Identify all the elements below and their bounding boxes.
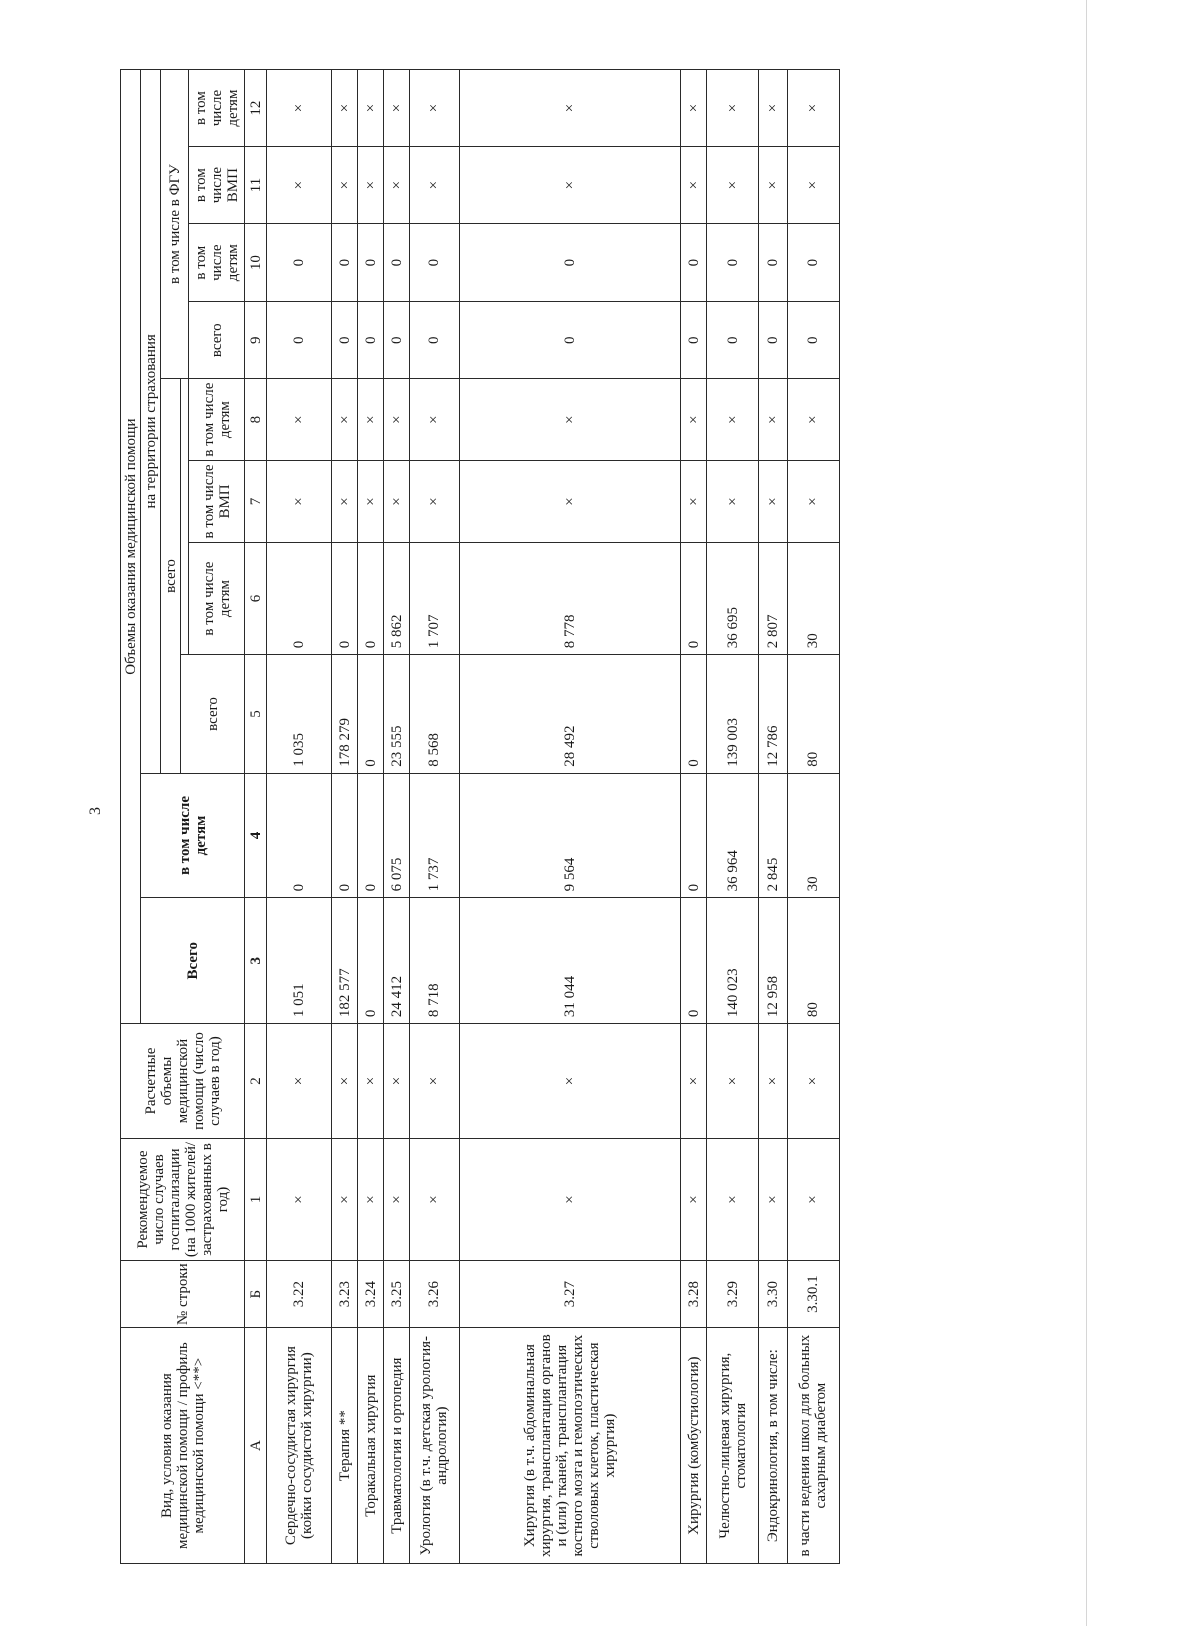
row-name: Челюстно-лицевая хирургия, стоматология (707, 1328, 759, 1564)
table-row (384, 70, 410, 1564)
table-row (332, 70, 358, 1564)
cell: 0 (681, 542, 707, 654)
cell: × (707, 1024, 759, 1139)
cell: × (358, 70, 384, 147)
cell: × (681, 1024, 707, 1139)
cell: 0 (459, 302, 680, 379)
cell: × (384, 1024, 410, 1139)
cell: 5 862 (384, 542, 410, 654)
col-number: 6 (245, 542, 267, 654)
cell: × (384, 1138, 410, 1260)
cell: × (759, 147, 788, 224)
cell: 0 (332, 542, 358, 654)
cell: 0 (681, 898, 707, 1024)
cell: 139 003 (707, 655, 759, 773)
cell: 8 718 (410, 898, 459, 1024)
row-name: Терапия ** (332, 1328, 358, 1564)
table-row (267, 70, 332, 1564)
cell: × (384, 70, 410, 147)
cell: 0 (332, 773, 358, 898)
cell: × (358, 1138, 384, 1260)
col-number: 9 (245, 302, 267, 379)
cell: × (707, 1138, 759, 1260)
header-col-3: Всего (141, 898, 245, 1024)
row-code: 3.26 (410, 1261, 459, 1328)
col-number: 11 (245, 147, 267, 224)
table-row (707, 70, 759, 1564)
row-code: 3.27 (459, 1261, 680, 1328)
cell: 0 (410, 302, 459, 379)
table-row (410, 70, 459, 1564)
row-code: 3.30 (759, 1261, 788, 1328)
row-code: 3.29 (707, 1261, 759, 1328)
row-name: Сердечно-сосудистая хирургия (койки сосудистой хирургии) (267, 1328, 332, 1564)
cell: 0 (358, 773, 384, 898)
cell: × (384, 461, 410, 543)
cell: 140 023 (707, 898, 759, 1024)
col-number: Б (245, 1261, 267, 1328)
cell: 0 (332, 224, 358, 302)
cell: 0 (358, 542, 384, 654)
rotated-table-container (120, 69, 840, 1564)
header-group-vsego: всего (161, 379, 181, 774)
cell: 0 (267, 302, 332, 379)
header-col-8: в том числе детям (189, 379, 245, 461)
row-code: 3.30.1 (787, 1261, 839, 1328)
cell: × (332, 70, 358, 147)
cell: × (787, 147, 839, 224)
header-col-9: всего (189, 302, 245, 379)
cell: 24 412 (384, 898, 410, 1024)
cell: × (332, 1138, 358, 1260)
cell: 0 (358, 898, 384, 1024)
cell: 0 (759, 302, 788, 379)
cell: 1 707 (410, 542, 459, 654)
row-name: Хирургия (в т.ч. абдоминальная хирургия, трансплантация органов и (или) тканей, трансплантация костного мозга и гемопоэтических стволовых клеток, пластическая хирургия) (459, 1328, 680, 1564)
row-name: Эндокринология, в том числе: (759, 1328, 788, 1564)
cell: × (759, 1138, 788, 1260)
cell: × (332, 379, 358, 461)
cell: × (459, 461, 680, 543)
row-name: в части ведения школ для больных сахарным диабетом (787, 1328, 839, 1564)
cell: × (332, 1024, 358, 1139)
cell: × (410, 1138, 459, 1260)
cell: × (358, 1024, 384, 1139)
cell: × (332, 147, 358, 224)
cell: 182 577 (332, 898, 358, 1024)
col-number: 2 (245, 1024, 267, 1139)
table-row (358, 70, 384, 1564)
col-number: 12 (245, 70, 267, 147)
cell: × (681, 1138, 707, 1260)
col-number: А (245, 1328, 267, 1564)
cell: 0 (267, 224, 332, 302)
row-code: 3.22 (267, 1261, 332, 1328)
cell: 0 (681, 773, 707, 898)
cell: × (358, 379, 384, 461)
cell: 0 (332, 302, 358, 379)
page-edge-line (1086, 0, 1087, 1626)
cell: × (759, 461, 788, 543)
col-number: 8 (245, 379, 267, 461)
row-code: 3.24 (358, 1261, 384, 1328)
cell: × (267, 70, 332, 147)
header-col-7: в том числе ВМП (189, 461, 245, 543)
col-number: 5 (245, 655, 267, 773)
header-col-12: в том числе детям (189, 70, 245, 147)
cell: 8 568 (410, 655, 459, 773)
cell: 80 (787, 655, 839, 773)
cell: × (267, 1138, 332, 1260)
cell: 31 044 (459, 898, 680, 1024)
cell: × (332, 461, 358, 543)
table-row (787, 70, 839, 1564)
cell: 8 778 (459, 542, 680, 654)
cell: 0 (358, 224, 384, 302)
cell: 9 564 (459, 773, 680, 898)
cell: 30 (787, 542, 839, 654)
cell: × (459, 379, 680, 461)
col-number: 7 (245, 461, 267, 543)
cell: × (267, 147, 332, 224)
cell: × (358, 461, 384, 543)
cell: × (267, 379, 332, 461)
cell: 0 (681, 302, 707, 379)
cell: × (459, 1024, 680, 1139)
cell: 30 (787, 773, 839, 898)
col-number: 10 (245, 224, 267, 302)
cell: 0 (759, 224, 788, 302)
header-col-5: всего (181, 655, 245, 773)
cell: 0 (384, 302, 410, 379)
cell: × (410, 1024, 459, 1139)
cell: 0 (267, 542, 332, 654)
cell: 0 (384, 224, 410, 302)
header-col-1: Рекомендуемое число случаев госпитализации (на 1000 жителей/ застрахованных в год) (121, 1138, 245, 1260)
header-col-b: № строки (121, 1261, 245, 1328)
cell: 0 (681, 655, 707, 773)
cell: 0 (358, 302, 384, 379)
cell: 0 (459, 224, 680, 302)
cell: 23 555 (384, 655, 410, 773)
table-row (459, 70, 680, 1564)
col-number: 4 (245, 773, 267, 898)
header-group-volumes: Объемы оказания медицинской помощи (121, 70, 141, 1024)
cell: × (459, 1138, 680, 1260)
cell: × (681, 147, 707, 224)
cell: × (410, 379, 459, 461)
header-group-fgu: в том числе в ФГУ (161, 70, 189, 379)
cell: × (459, 147, 680, 224)
header-group-territory: на территории страхования (141, 70, 161, 774)
cell: × (787, 461, 839, 543)
cell: 2 845 (759, 773, 788, 898)
cell: 36 695 (707, 542, 759, 654)
header-col-6: в том числе детям (189, 542, 245, 654)
cell: 28 492 (459, 655, 680, 773)
col-number: 3 (245, 898, 267, 1024)
header-spacer (181, 379, 189, 655)
table-row (759, 70, 788, 1564)
cell: × (410, 147, 459, 224)
cell: 0 (358, 655, 384, 773)
cell: × (787, 70, 839, 147)
cell: × (787, 379, 839, 461)
cell: 0 (410, 224, 459, 302)
header-col-a: Вид, условия оказания медицинской помощи / профиль медицинской помощи <**> (121, 1328, 245, 1564)
cell: 0 (707, 224, 759, 302)
cell: 178 279 (332, 655, 358, 773)
header-col-11: в том числе ВМП (189, 147, 245, 224)
cell: × (707, 461, 759, 543)
cell: × (759, 379, 788, 461)
cell: × (358, 147, 384, 224)
cell: × (707, 70, 759, 147)
cell: 0 (681, 224, 707, 302)
cell: × (707, 379, 759, 461)
cell: × (384, 379, 410, 461)
cell: × (759, 70, 788, 147)
cell: × (410, 70, 459, 147)
cell: 0 (787, 224, 839, 302)
table-row (681, 70, 707, 1564)
cell: 0 (707, 302, 759, 379)
cell: 36 964 (707, 773, 759, 898)
row-name: Торакальная хирургия (358, 1328, 384, 1564)
cell: × (787, 1138, 839, 1260)
cell: 1 737 (410, 773, 459, 898)
page-number: 3 (87, 807, 104, 815)
cell: 2 807 (759, 542, 788, 654)
cell: × (787, 1024, 839, 1139)
cell: × (681, 461, 707, 543)
cell: 0 (787, 302, 839, 379)
cell: × (267, 461, 332, 543)
cell: × (459, 70, 680, 147)
row-code: 3.25 (384, 1261, 410, 1328)
cell: 12 786 (759, 655, 788, 773)
cell: × (681, 70, 707, 147)
row-code: 3.28 (681, 1261, 707, 1328)
row-name: Урология (в т.ч. детская урология-андрология) (410, 1328, 459, 1564)
cell: 6 075 (384, 773, 410, 898)
cell: 80 (787, 898, 839, 1024)
cell: 0 (267, 773, 332, 898)
row-code: 3.23 (332, 1261, 358, 1328)
cell: × (384, 147, 410, 224)
cell: 1 035 (267, 655, 332, 773)
row-name: Травматология и ортопедия (384, 1328, 410, 1564)
cell: 1 051 (267, 898, 332, 1024)
cell: × (267, 1024, 332, 1139)
header-col-4: в том числе детям (141, 773, 245, 898)
cell: × (707, 147, 759, 224)
medical-volumes-table (120, 69, 840, 1564)
header-col-10: в том числе детям (189, 224, 245, 302)
cell: × (410, 461, 459, 543)
cell: × (759, 1024, 788, 1139)
cell: 12 958 (759, 898, 788, 1024)
cell: × (681, 379, 707, 461)
row-name: Хирургия (комбустиология) (681, 1328, 707, 1564)
col-number: 1 (245, 1138, 267, 1260)
header-col-2: Расчетные объемы медицинской помощи (число случаев в год) (121, 1024, 245, 1139)
